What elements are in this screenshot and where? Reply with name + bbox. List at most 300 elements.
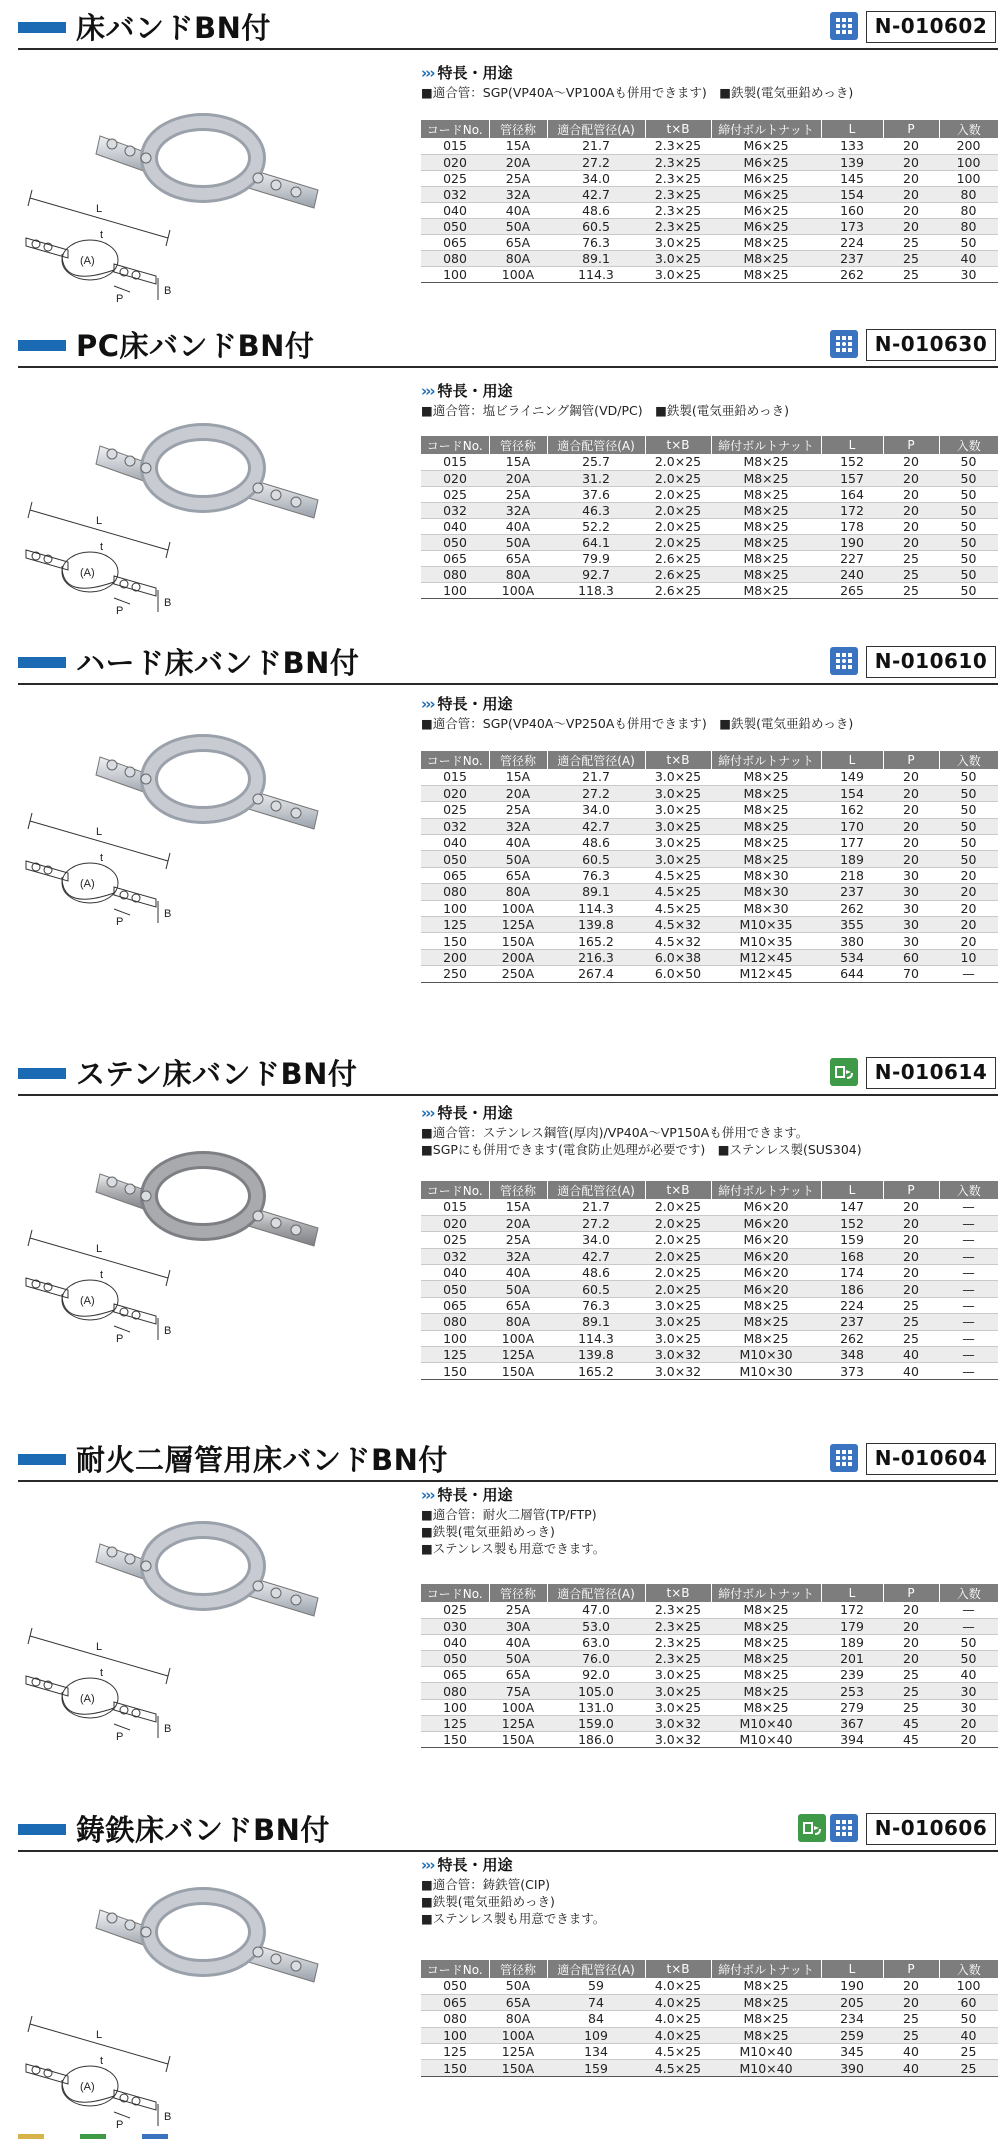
dim-label-l: L [96, 515, 103, 527]
table-row [421, 1199, 998, 1215]
table-cell: 50 [939, 234, 998, 250]
table-cell: 80 [939, 186, 998, 202]
table-cell: 190 [821, 534, 883, 550]
table-cell: 189 [821, 1634, 883, 1650]
title-accent-bar [18, 657, 66, 668]
dim-label-b: B [164, 597, 172, 609]
column-header: 入数 [939, 1181, 998, 1199]
dim-label-l: L [96, 2029, 103, 2041]
table-cell: 172 [821, 1602, 883, 1618]
feature-line: ■ステンレス製も用意できます。 [421, 1911, 606, 1926]
table-cell: 200 [421, 949, 489, 965]
table-cell: M8×25 [711, 1314, 821, 1330]
table-cell: M6×20 [711, 1265, 821, 1281]
table-cell: 50 [939, 486, 998, 502]
column-header: 管径称 [489, 436, 547, 454]
table-cell: 200A [489, 949, 547, 965]
table-row [421, 170, 998, 186]
table-cell: 3.0×32 [645, 1732, 711, 1748]
product-photo [96, 1160, 318, 1246]
table-cell: 259 [821, 2027, 883, 2043]
product-illustration [18, 1118, 398, 1350]
table-row [421, 1314, 998, 1330]
dim-label-p: P [116, 293, 124, 305]
table-cell: 345 [821, 2044, 883, 2060]
table-cell: 100 [421, 582, 489, 598]
table-cell: 50 [939, 454, 998, 470]
table-cell: 050 [421, 1651, 489, 1667]
table-cell: 92.0 [547, 1667, 645, 1683]
header-rule [18, 1094, 998, 1096]
table-row [421, 1215, 998, 1231]
table-cell: 30 [883, 933, 939, 949]
product-code: N-010606 [866, 1813, 996, 1845]
table-cell: 100 [421, 2027, 489, 2043]
column-header: L [821, 1960, 883, 1978]
dim-label-l: L [96, 826, 103, 838]
table-cell: 065 [421, 1994, 489, 2010]
table-cell: 2.3×25 [645, 1618, 711, 1634]
table-cell: 240 [821, 566, 883, 582]
table-row [421, 138, 998, 154]
spec-icons [830, 1444, 858, 1472]
table-cell: 2.0×25 [645, 534, 711, 550]
product-section [0, 1432, 1000, 1802]
table-cell: 20 [883, 170, 939, 186]
table-cell: 80A [489, 566, 547, 582]
dim-label-t: t [100, 852, 104, 864]
features-block [421, 1854, 605, 1927]
table-cell: 25 [883, 550, 939, 566]
blue-grid-icon [830, 647, 858, 675]
table-cell: 4.0×25 [645, 2011, 711, 2027]
product-section [0, 0, 1000, 318]
color-mark [80, 2134, 106, 2139]
column-header: P [883, 1960, 939, 1978]
table-cell: 80A [489, 2011, 547, 2027]
table-cell: 2.0×25 [645, 470, 711, 486]
table-cell: 150A [489, 1363, 547, 1379]
table-row [421, 1978, 998, 1994]
table-cell: M8×25 [711, 1297, 821, 1313]
table-cell: M6×20 [711, 1248, 821, 1264]
table-cell: 60 [883, 949, 939, 965]
table-cell: M8×25 [711, 1683, 821, 1699]
table-cell: 3.0×25 [645, 1314, 711, 1330]
table-cell: 050 [421, 851, 489, 867]
table-row [421, 917, 998, 933]
table-cell: 20 [883, 154, 939, 170]
column-header: L [821, 120, 883, 138]
table-cell: 224 [821, 1297, 883, 1313]
table-cell: 20A [489, 154, 547, 170]
table-cell: 157 [821, 470, 883, 486]
table-cell: 162 [821, 802, 883, 818]
table-cell: 020 [421, 785, 489, 801]
table-cell: 380 [821, 933, 883, 949]
table-cell: — [939, 1199, 998, 1215]
table-cell: 032 [421, 186, 489, 202]
table-cell: 34.0 [547, 802, 645, 818]
table-cell: 3.0×32 [645, 1347, 711, 1363]
dim-label-t: t [100, 541, 104, 553]
table-cell: M10×35 [711, 917, 821, 933]
table-cell: 2.0×25 [645, 1232, 711, 1248]
table-cell: 20 [939, 933, 998, 949]
column-header: 適合配管径(A) [547, 1584, 645, 1602]
table-cell: 3.0×25 [645, 835, 711, 851]
table-cell: 65A [489, 1667, 547, 1683]
table-cell: 3.0×25 [645, 851, 711, 867]
table-cell: 118.3 [547, 582, 645, 598]
dim-label-a: (A) [80, 1295, 95, 1307]
table-cell: 3.0×25 [645, 266, 711, 282]
table-cell: 178 [821, 518, 883, 534]
dim-label-p: P [116, 916, 124, 928]
table-row [421, 1715, 998, 1731]
table-cell: 40A [489, 1634, 547, 1650]
chevron-arrows-icon: ››› [421, 382, 434, 400]
table-cell: 25A [489, 170, 547, 186]
product-illustration [18, 701, 398, 933]
column-header: t×B [645, 120, 711, 138]
table-cell: 186 [821, 1281, 883, 1297]
features-heading [421, 62, 853, 84]
table-cell: 4.5×25 [645, 2060, 711, 2076]
table-row [421, 154, 998, 170]
table-cell: M8×30 [711, 884, 821, 900]
table-cell: 20 [883, 1978, 939, 1994]
product-title: ハード床バンドBN付 [76, 646, 360, 680]
table-cell: 20 [883, 1618, 939, 1634]
table-cell: 150A [489, 1732, 547, 1748]
table-cell: M6×25 [711, 138, 821, 154]
table-cell: 37.6 [547, 486, 645, 502]
table-cell: 4.5×32 [645, 933, 711, 949]
table-cell: 173 [821, 218, 883, 234]
table-cell: 020 [421, 154, 489, 170]
table-cell: 168 [821, 1248, 883, 1264]
table-cell: 390 [821, 2060, 883, 2076]
column-header: t×B [645, 1584, 711, 1602]
table-cell: 60.5 [547, 1281, 645, 1297]
table-cell: 70 [883, 966, 939, 982]
spec-table [421, 1960, 998, 2077]
table-cell: M8×25 [711, 1667, 821, 1683]
column-header: コードNo. [421, 1181, 489, 1199]
spec-icons [830, 330, 858, 358]
feature-line: ■適合管：SGP(VP40A～VP100Aも併用できます) ■鉄製(電気亜鉛めっき) [421, 85, 854, 100]
header-rule [18, 48, 998, 50]
table-cell: M8×25 [711, 1618, 821, 1634]
table-cell: 150A [489, 2060, 547, 2076]
table-cell: 25A [489, 1602, 547, 1618]
column-header: コードNo. [421, 436, 489, 454]
table-cell: 020 [421, 1215, 489, 1231]
table-cell: 47.0 [547, 1602, 645, 1618]
table-cell: 20 [883, 851, 939, 867]
table-cell: 125 [421, 917, 489, 933]
table-cell: 100A [489, 1330, 547, 1346]
dim-label-l: L [96, 1243, 103, 1255]
table-cell: M10×30 [711, 1363, 821, 1379]
table-cell: 25A [489, 486, 547, 502]
product-title: 鋳鉄床バンドBN付 [76, 1813, 330, 1847]
product-section [0, 635, 1000, 1046]
table-cell: 50A [489, 1978, 547, 1994]
table-cell: 2.0×25 [645, 502, 711, 518]
table-cell: 3.0×25 [645, 802, 711, 818]
table-cell: 20 [883, 785, 939, 801]
product-code: N-010614 [866, 1057, 996, 1089]
table-cell: 52.2 [547, 518, 645, 534]
table-cell: M8×25 [711, 582, 821, 598]
table-cell: 30 [883, 867, 939, 883]
table-cell: 6.0×38 [645, 949, 711, 965]
table-cell: 216.3 [547, 949, 645, 965]
column-header: 適合配管径(A) [547, 120, 645, 138]
table-cell: 150A [489, 933, 547, 949]
table-cell: 25 [883, 1297, 939, 1313]
table-cell: 100A [489, 900, 547, 916]
header-rule [18, 1850, 998, 1852]
section-header [0, 318, 1000, 376]
table-cell: 4.0×25 [645, 1994, 711, 2010]
table-cell: 032 [421, 818, 489, 834]
chevron-arrows-icon: ››› [421, 64, 434, 82]
table-cell: 40 [883, 2044, 939, 2060]
dim-label-t: t [100, 2055, 104, 2067]
table-cell: 25 [883, 2027, 939, 2043]
table-cell: 080 [421, 1314, 489, 1330]
table-cell: 25 [883, 582, 939, 598]
table-cell: M8×25 [711, 1602, 821, 1618]
table-row [421, 2027, 998, 2043]
table-cell: 25 [883, 266, 939, 282]
table-cell: 30 [939, 1699, 998, 1715]
table-cell: 2.0×25 [645, 486, 711, 502]
feature-line: ■適合管：塩ビライニング鋼管(VD/PC) ■鉄製(電気亜鉛めっき) [421, 403, 790, 418]
features-block [421, 1102, 862, 1158]
table-cell: 15A [489, 138, 547, 154]
product-photo [96, 1896, 318, 1982]
table-cell: 080 [421, 566, 489, 582]
spec-icons [830, 647, 858, 675]
table-cell: M8×30 [711, 867, 821, 883]
product-title: 耐火二層管用床バンドBN付 [76, 1443, 448, 1477]
table-cell: 2.6×25 [645, 566, 711, 582]
table-cell: 237 [821, 250, 883, 266]
table-cell: 32A [489, 818, 547, 834]
column-header: 入数 [939, 751, 998, 769]
table-row [421, 2011, 998, 2027]
table-cell: 239 [821, 1667, 883, 1683]
table-cell: 3.0×25 [645, 1330, 711, 1346]
table-cell: — [939, 1215, 998, 1231]
table-cell: M10×40 [711, 1715, 821, 1731]
table-cell: 45 [883, 1732, 939, 1748]
feature-line: ■適合管：ステンレス鋼管(厚肉)/VP40A～VP150Aも併用できます。 [421, 1125, 809, 1140]
table-row [421, 566, 998, 582]
table-cell: 4.5×25 [645, 900, 711, 916]
table-cell: 80A [489, 250, 547, 266]
table-cell: 201 [821, 1651, 883, 1667]
table-cell: 200 [939, 138, 998, 154]
table-cell: M8×25 [711, 1978, 821, 1994]
table-cell: 139 [821, 154, 883, 170]
table-cell: 50 [939, 502, 998, 518]
product-illustration [18, 1854, 398, 2136]
column-header: P [883, 120, 939, 138]
dim-label-p: P [116, 605, 124, 617]
table-cell: 189 [821, 851, 883, 867]
table-cell: 27.2 [547, 1215, 645, 1231]
table-cell: 100 [421, 1330, 489, 1346]
feature-line: ■鉄製(電気亜鉛めっき) [421, 1894, 555, 1909]
table-cell: 65A [489, 1297, 547, 1313]
table-row [421, 218, 998, 234]
table-cell: M8×25 [711, 518, 821, 534]
table-row [421, 518, 998, 534]
table-cell: M6×25 [711, 218, 821, 234]
table-cell: 50A [489, 1281, 547, 1297]
column-header: 適合配管径(A) [547, 1181, 645, 1199]
table-cell: 373 [821, 1363, 883, 1379]
table-cell: 100 [939, 154, 998, 170]
feature-line: ■ステンレス製も用意できます。 [421, 1541, 606, 1556]
table-cell: 4.5×25 [645, 867, 711, 883]
table-cell: 179 [821, 1618, 883, 1634]
table-cell: 50A [489, 218, 547, 234]
table-cell: 065 [421, 234, 489, 250]
table-cell: M8×25 [711, 2011, 821, 2027]
table-cell: 40 [939, 250, 998, 266]
table-cell: 4.0×25 [645, 1978, 711, 1994]
table-cell: 80 [939, 202, 998, 218]
table-cell: 27.2 [547, 785, 645, 801]
table-cell: 154 [821, 785, 883, 801]
dim-label-p: P [116, 1333, 124, 1345]
features-heading-text: 特長・用途 [437, 382, 513, 400]
chevron-arrows-icon: ››› [421, 695, 434, 713]
table-cell: 84 [547, 2011, 645, 2027]
table-row [421, 1265, 998, 1281]
product-title: 床バンドBN付 [76, 11, 271, 45]
spec-table [421, 436, 998, 599]
table-cell: 50 [939, 835, 998, 851]
table-cell: 63.0 [547, 1634, 645, 1650]
column-header: 入数 [939, 1960, 998, 1978]
table-cell: 76.3 [547, 867, 645, 883]
table-cell: 40A [489, 518, 547, 534]
features-heading-text: 特長・用途 [437, 1104, 513, 1122]
table-cell: 2.0×25 [645, 1281, 711, 1297]
column-header: コードNo. [421, 751, 489, 769]
chevron-arrows-icon: ››› [421, 1104, 434, 1122]
table-cell: 040 [421, 835, 489, 851]
table-cell: — [939, 1248, 998, 1264]
column-header: P [883, 1584, 939, 1602]
table-cell: 20 [883, 1281, 939, 1297]
product-code: N-010610 [866, 646, 996, 678]
table-cell: M8×25 [711, 1651, 821, 1667]
product-code: N-010630 [866, 329, 996, 361]
dim-label-a: (A) [80, 1693, 95, 1705]
table-cell: 125A [489, 1347, 547, 1363]
table-cell: 20 [883, 138, 939, 154]
table-cell: 267.4 [547, 966, 645, 982]
table-row [421, 202, 998, 218]
table-cell: M8×25 [711, 785, 821, 801]
dim-label-t: t [100, 229, 104, 241]
table-cell: 42.7 [547, 818, 645, 834]
table-row [421, 1651, 998, 1667]
table-cell: 25 [883, 1330, 939, 1346]
dim-label-a: (A) [80, 255, 95, 267]
table-cell: 186.0 [547, 1732, 645, 1748]
table-row [421, 2044, 998, 2060]
table-cell: 105.0 [547, 1683, 645, 1699]
column-header: P [883, 751, 939, 769]
table-cell: 30 [939, 266, 998, 282]
table-cell: M6×20 [711, 1199, 821, 1215]
product-illustration [18, 1488, 398, 1748]
table-cell: 100 [939, 1978, 998, 1994]
spec-table [421, 1181, 998, 1380]
table-cell: 159 [547, 2060, 645, 2076]
table-row [421, 250, 998, 266]
table-cell: — [939, 966, 998, 982]
table-cell: 2.3×25 [645, 202, 711, 218]
table-cell: 20 [883, 186, 939, 202]
table-cell: 60.5 [547, 851, 645, 867]
table-cell: 40A [489, 202, 547, 218]
table-row [421, 1347, 998, 1363]
table-row [421, 949, 998, 965]
table-cell: 20 [883, 1994, 939, 2010]
table-cell: — [939, 1232, 998, 1248]
product-section [0, 1802, 1000, 2145]
table-cell: 20 [883, 534, 939, 550]
table-cell: M8×25 [711, 534, 821, 550]
table-cell: 20 [883, 1634, 939, 1650]
table-cell: M8×25 [711, 769, 821, 785]
table-cell: 50 [939, 785, 998, 801]
table-cell: 20 [883, 1232, 939, 1248]
table-row [421, 550, 998, 566]
table-cell: 150 [421, 933, 489, 949]
table-cell: 149 [821, 769, 883, 785]
blue-grid-icon [830, 12, 858, 40]
table-cell: 34.0 [547, 1232, 645, 1248]
section-header [0, 1432, 1000, 1490]
table-cell: 2.0×25 [645, 1248, 711, 1264]
table-cell: 152 [821, 1215, 883, 1231]
table-cell: 10 [939, 949, 998, 965]
table-cell: 40 [939, 2027, 998, 2043]
table-cell: 50 [939, 818, 998, 834]
section-header [0, 635, 1000, 693]
table-cell: 31.2 [547, 470, 645, 486]
product-section [0, 318, 1000, 635]
column-header: 入数 [939, 436, 998, 454]
table-cell: 2.3×25 [645, 154, 711, 170]
table-cell: 125A [489, 2044, 547, 2060]
table-cell: 2.3×25 [645, 218, 711, 234]
table-cell: 65A [489, 867, 547, 883]
table-cell: 34.0 [547, 170, 645, 186]
table-cell: 3.0×25 [645, 785, 711, 801]
